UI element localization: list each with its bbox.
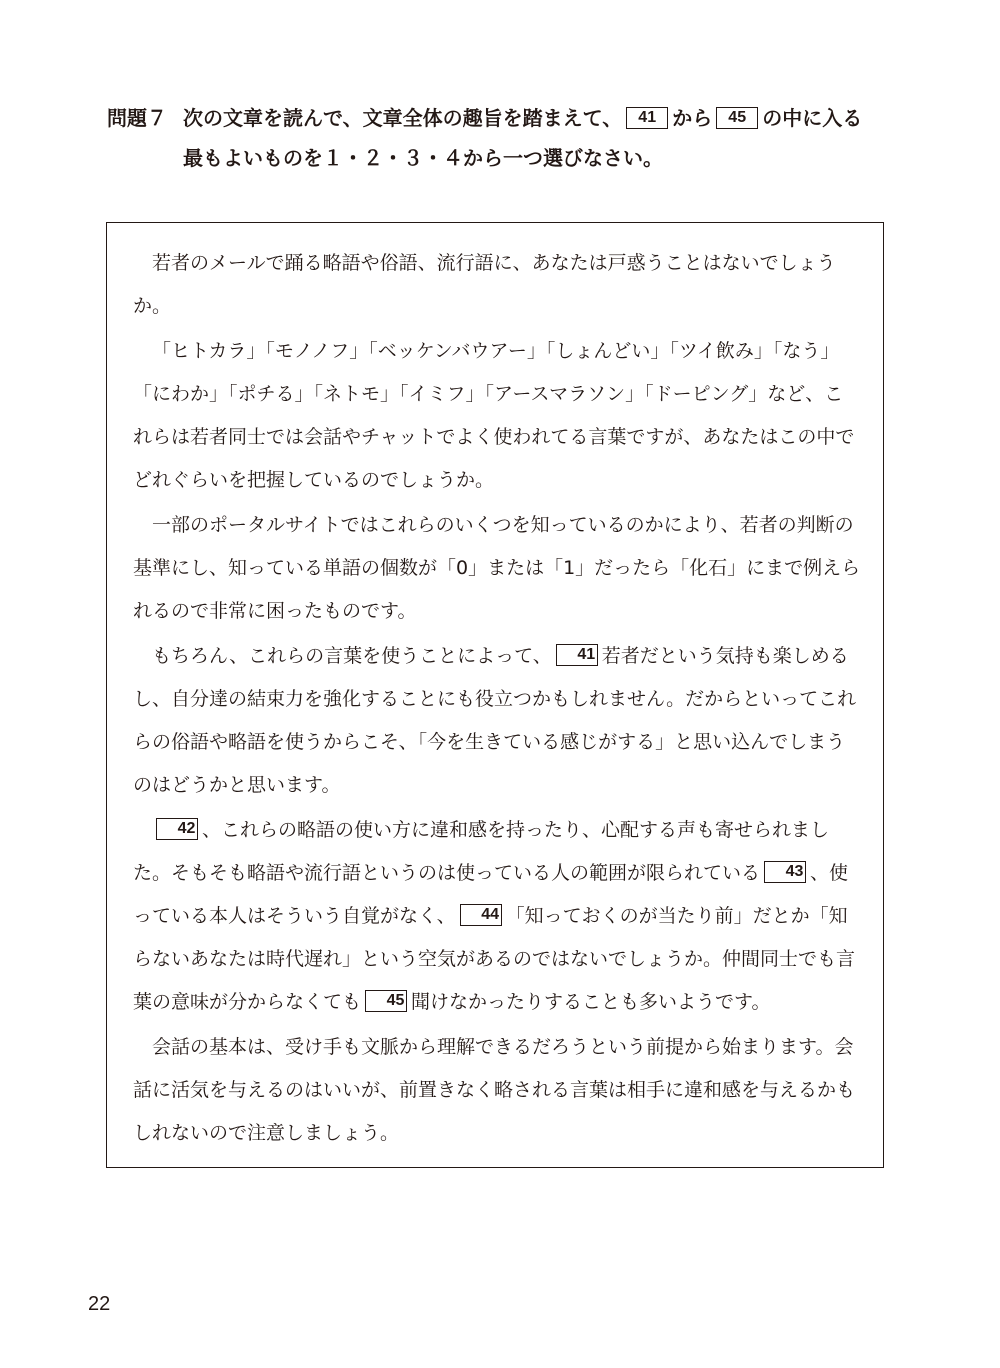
question-label: 問題７ xyxy=(107,106,167,130)
paragraph-2: 「ヒトカラ」「モノノフ」「ベッケンバウアー」「しょんどい」「ツイ飲み」「なう」「にわか」「ポチる」「ネトモ」「イミフ」「アースマラソン」「ドーピング」など、これらは若者同士では会話やチャットでよく使われてる言葉ですが、あなたはこの中でどれぐらいを把握しているのでしょうか。 xyxy=(133,340,855,491)
paragraph-5-text-c: 「知っておくのが当たり前」だとか「知らないあなたは時代遅れ」という空気があるのではないでしょうか。仲間同士でも言葉の意味が分からなくても xyxy=(133,905,856,1013)
paragraph-3: 一部のポータルサイトではこれらのいくつを知っているのかにより、若者の判断の基準にし、知っている単語の個数が「0」または「1」だったら「化石」にまで例えられるので非常に困ったものです。 xyxy=(133,514,861,622)
paragraph-5-text-b: 、使っている本人はそういう自覚がなく、 xyxy=(133,862,849,927)
paragraph-5-text-d: 聞けなかったりすることも多いようです。 xyxy=(411,991,771,1013)
blank-45: 45 xyxy=(365,990,407,1012)
paragraph-4-text-b: 若者だという気持も楽しめるし、自分達の結束力を強化することにも役立つかもしれません。だからといってこれらの俗語や略語を使うからこそ、「今を生きている感じがする」と思い込んでしまうのはどうかと思います。 xyxy=(133,645,857,796)
blank-41: 41 xyxy=(556,644,598,666)
paragraph-1: 若者のメールで踊る略語や俗語、流行語に、あなたは戸惑うことはないでしょうか。 xyxy=(133,252,836,317)
paragraph-4-text-a: もちろん、これらの言葉を使うことによって、 xyxy=(152,645,552,667)
blank-42: 42 xyxy=(156,818,198,840)
instruction-text-2: から xyxy=(672,106,713,130)
paragraph-6: 会話の基本は、受け手も文脈から理解できるだろうという前提から始まります。会話に活気を与えるのはいいが、前置きなく略される言葉は相手に違和感を与えるかもしれないので注意しましょう。 xyxy=(133,1036,856,1144)
blank-44: 44 xyxy=(460,904,502,926)
question-instructions xyxy=(107,98,907,178)
blank-box-end: 45 xyxy=(716,107,758,129)
instruction-line-2: 最もよいものを１・２・３・４から一つ選びなさい。 xyxy=(183,146,663,170)
paragraph-5 xyxy=(133,809,861,1024)
instruction-text-3: の中に入る xyxy=(762,106,863,130)
blank-43: 43 xyxy=(764,861,806,883)
blank-box-start: 41 xyxy=(626,107,668,129)
instruction-line-1 xyxy=(107,98,907,138)
instruction-text-1: 次の文章を読んで、文章全体の趣旨を踏まえて、 xyxy=(183,106,623,130)
reading-passage xyxy=(106,222,884,1168)
paragraph-4 xyxy=(133,635,861,807)
paragraph-5-text-a: 、これらの略語の使い方に違和感を持ったり、心配する声も寄せられました。そもそも略語や流行語というのは使っている人の範囲が限られている xyxy=(133,819,830,884)
page-number: 22 xyxy=(88,1293,111,1315)
